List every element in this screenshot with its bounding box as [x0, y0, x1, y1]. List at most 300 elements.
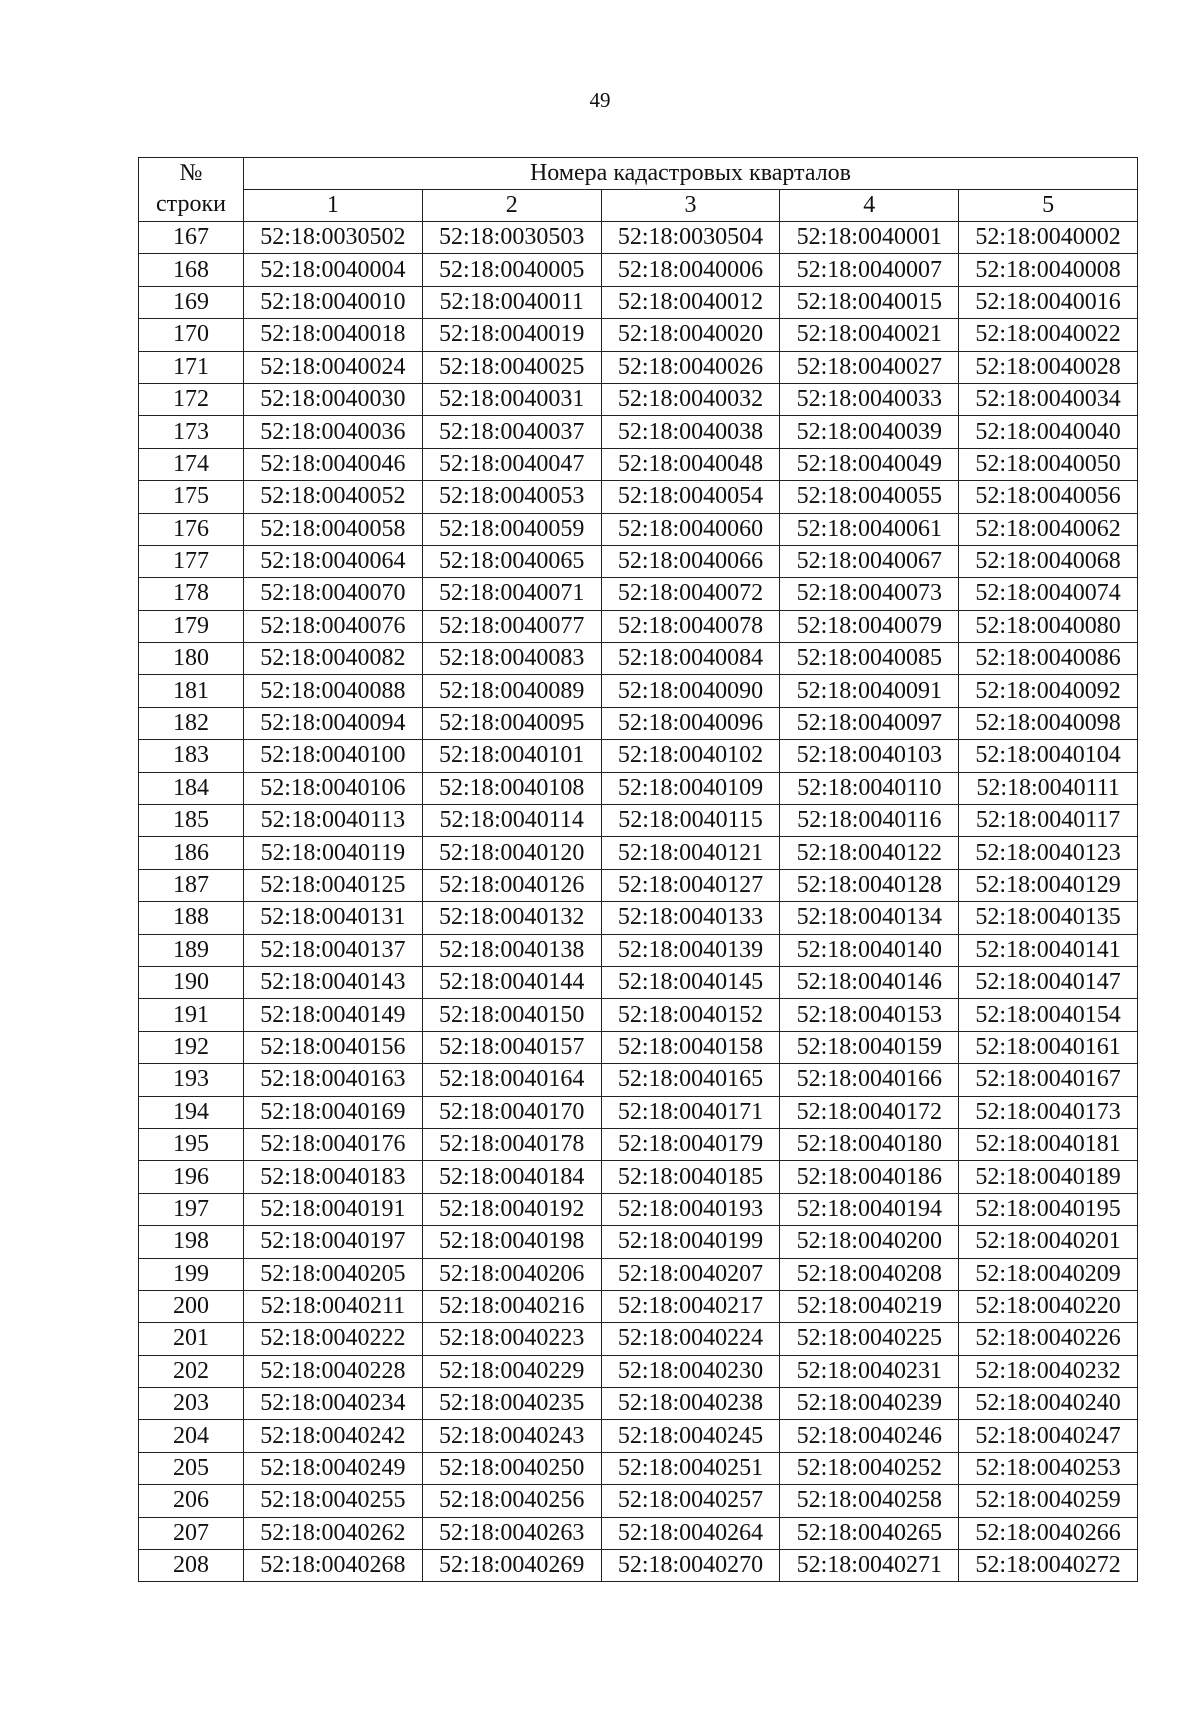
- table-row: [139, 1258, 1138, 1290]
- cadastral-number-cell: 52:18:0040053: [422, 481, 601, 513]
- cadastral-number-cell: 52:18:0040144: [422, 966, 601, 998]
- cadastral-number-cell: 52:18:0040173: [959, 1096, 1138, 1128]
- table-row: [139, 707, 1138, 739]
- cadastral-number-cell: 52:18:0040117: [959, 805, 1138, 837]
- row-number-cell: 183: [139, 740, 244, 772]
- cadastral-number-cell: 52:18:0040109: [601, 772, 780, 804]
- cadastral-number-cell: 52:18:0040037: [422, 416, 601, 448]
- cadastral-number-cell: 52:18:0040085: [780, 643, 959, 675]
- cadastral-number-cell: 52:18:0040198: [422, 1226, 601, 1258]
- cadastral-number-cell: 52:18:0040038: [601, 416, 780, 448]
- cadastral-number-cell: 52:18:0040249: [244, 1452, 423, 1484]
- cadastral-number-cell: 52:18:0040095: [422, 707, 601, 739]
- cadastral-number-cell: 52:18:0040238: [601, 1388, 780, 1420]
- cadastral-number-cell: 52:18:0040064: [244, 545, 423, 577]
- table-row: [139, 1485, 1138, 1517]
- row-number-cell: 205: [139, 1452, 244, 1484]
- cadastral-number-cell: 52:18:0040186: [780, 1161, 959, 1193]
- column-number: 4: [780, 190, 959, 222]
- cadastral-number-cell: 52:18:0040018: [244, 319, 423, 351]
- table-row: [139, 902, 1138, 934]
- row-number-cell: 186: [139, 837, 244, 869]
- cadastral-number-cell: 52:18:0040184: [422, 1161, 601, 1193]
- cadastral-number-cell: 52:18:0040113: [244, 805, 423, 837]
- cadastral-number-cell: 52:18:0040135: [959, 902, 1138, 934]
- cadastral-number-cell: 52:18:0040056: [959, 481, 1138, 513]
- cadastral-number-cell: 52:18:0040065: [422, 545, 601, 577]
- cadastral-number-cell: 52:18:0040066: [601, 545, 780, 577]
- cadastral-number-cell: 52:18:0040197: [244, 1226, 423, 1258]
- cadastral-number-cell: 52:18:0040264: [601, 1517, 780, 1549]
- cadastral-number-cell: 52:18:0040201: [959, 1226, 1138, 1258]
- cadastral-number-cell: 52:18:0040002: [959, 222, 1138, 254]
- cadastral-number-cell: 52:18:0040257: [601, 1485, 780, 1517]
- cadastral-number-cell: 52:18:0040164: [422, 1064, 601, 1096]
- cadastral-number-cell: 52:18:0040206: [422, 1258, 601, 1290]
- cadastral-number-cell: 52:18:0040115: [601, 805, 780, 837]
- cadastral-number-cell: 52:18:0040039: [780, 416, 959, 448]
- cadastral-number-cell: 52:18:0040129: [959, 869, 1138, 901]
- cadastral-number-cell: 52:18:0040012: [601, 286, 780, 318]
- cadastral-number-cell: 52:18:0040033: [780, 383, 959, 415]
- cadastral-number-cell: 52:18:0040108: [422, 772, 601, 804]
- cadastral-number-cell: 52:18:0040222: [244, 1323, 423, 1355]
- cadastral-number-cell: 52:18:0040208: [780, 1258, 959, 1290]
- row-number-cell: 197: [139, 1193, 244, 1225]
- cadastral-number-cell: 52:18:0040092: [959, 675, 1138, 707]
- cadastral-number-cell: 52:18:0040194: [780, 1193, 959, 1225]
- cadastral-number-cell: 52:18:0040008: [959, 254, 1138, 286]
- cadastral-number-cell: 52:18:0040256: [422, 1485, 601, 1517]
- cadastral-number-cell: 52:18:0040226: [959, 1323, 1138, 1355]
- cadastral-number-cell: 52:18:0040258: [780, 1485, 959, 1517]
- cadastral-number-cell: 52:18:0040005: [422, 254, 601, 286]
- cadastral-number-cell: 52:18:0040121: [601, 837, 780, 869]
- cadastral-number-cell: 52:18:0040242: [244, 1420, 423, 1452]
- row-number-cell: 184: [139, 772, 244, 804]
- cadastral-number-cell: 52:18:0040083: [422, 643, 601, 675]
- cadastral-number-cell: 52:18:0040145: [601, 966, 780, 998]
- cadastral-number-cell: 52:18:0040123: [959, 837, 1138, 869]
- cadastral-number-cell: 52:18:0040059: [422, 513, 601, 545]
- row-number-cell: 201: [139, 1323, 244, 1355]
- row-number-cell: 199: [139, 1258, 244, 1290]
- cadastral-number-cell: 52:18:0040102: [601, 740, 780, 772]
- table-row: [139, 1388, 1138, 1420]
- cadastral-number-cell: 52:18:0040167: [959, 1064, 1138, 1096]
- cadastral-number-cell: 52:18:0040078: [601, 610, 780, 642]
- cadastral-number-cell: 52:18:0040019: [422, 319, 601, 351]
- cadastral-number-cell: 52:18:0040199: [601, 1226, 780, 1258]
- cadastral-number-cell: 52:18:0040061: [780, 513, 959, 545]
- cadastral-number-cell: 52:18:0040231: [780, 1355, 959, 1387]
- cadastral-number-cell: 52:18:0040170: [422, 1096, 601, 1128]
- column-number: 1: [244, 190, 423, 222]
- table-body: [139, 222, 1138, 1582]
- cadastral-number-cell: 52:18:0040246: [780, 1420, 959, 1452]
- table-row: [139, 1420, 1138, 1452]
- table-row: [139, 610, 1138, 642]
- cadastral-number-cell: 52:18:0040163: [244, 1064, 423, 1096]
- cadastral-number-cell: 52:18:0040230: [601, 1355, 780, 1387]
- cadastral-number-cell: 52:18:0040052: [244, 481, 423, 513]
- cadastral-number-cell: 52:18:0040015: [780, 286, 959, 318]
- cadastral-number-cell: 52:18:0040133: [601, 902, 780, 934]
- cadastral-number-cell: 52:18:0040073: [780, 578, 959, 610]
- row-number-header: [139, 158, 244, 222]
- cadastral-number-cell: 52:18:0040106: [244, 772, 423, 804]
- row-number-header-line1: №: [179, 160, 203, 186]
- cadastral-number-cell: 52:18:0040111: [959, 772, 1138, 804]
- cadastral-number-cell: 52:18:0040234: [244, 1388, 423, 1420]
- cadastral-number-cell: 52:18:0040250: [422, 1452, 601, 1484]
- row-number-cell: 172: [139, 383, 244, 415]
- cadastral-number-cell: 52:18:0040157: [422, 1031, 601, 1063]
- cadastral-number-cell: 52:18:0040158: [601, 1031, 780, 1063]
- row-number-cell: 188: [139, 902, 244, 934]
- row-number-cell: 202: [139, 1355, 244, 1387]
- cadastral-number-cell: 52:18:0040265: [780, 1517, 959, 1549]
- cadastral-number-cell: 52:18:0040116: [780, 805, 959, 837]
- cadastral-number-cell: 52:18:0040251: [601, 1452, 780, 1484]
- cadastral-number-cell: 52:18:0040025: [422, 351, 601, 383]
- cadastral-number-cell: 52:18:0040071: [422, 578, 601, 610]
- cadastral-number-cell: 52:18:0040103: [780, 740, 959, 772]
- row-number-cell: 171: [139, 351, 244, 383]
- column-number: 3: [601, 190, 780, 222]
- page-number: 49: [589, 88, 611, 112]
- cadastral-number-cell: 52:18:0040028: [959, 351, 1138, 383]
- cadastral-number-cell: 52:18:0040146: [780, 966, 959, 998]
- cadastral-number-cell: 52:18:0040079: [780, 610, 959, 642]
- row-number-cell: 207: [139, 1517, 244, 1549]
- row-number-cell: 196: [139, 1161, 244, 1193]
- cadastral-number-cell: 52:18:0040128: [780, 869, 959, 901]
- cadastral-number-cell: 52:18:0040126: [422, 869, 601, 901]
- row-number-cell: 191: [139, 999, 244, 1031]
- cadastral-number-cell: 52:18:0040122: [780, 837, 959, 869]
- cadastral-number-cell: 52:18:0040225: [780, 1323, 959, 1355]
- cadastral-number-cell: 52:18:0040090: [601, 675, 780, 707]
- cadastral-number-cell: 52:18:0040046: [244, 448, 423, 480]
- cadastral-number-cell: 52:18:0040077: [422, 610, 601, 642]
- cadastral-number-cell: 52:18:0040067: [780, 545, 959, 577]
- cadastral-number-cell: 52:18:0040228: [244, 1355, 423, 1387]
- cadastral-number-cell: 52:18:0040141: [959, 934, 1138, 966]
- column-numbers-row: [139, 190, 1138, 222]
- row-number-cell: 208: [139, 1550, 244, 1582]
- cadastral-number-cell: 52:18:0040152: [601, 999, 780, 1031]
- table-row: [139, 1226, 1138, 1258]
- cadastral-number-cell: 52:18:0040255: [244, 1485, 423, 1517]
- cadastral-number-cell: 52:18:0040034: [959, 383, 1138, 415]
- cadastral-number-cell: 52:18:0040021: [780, 319, 959, 351]
- cadastral-number-cell: 52:18:0040132: [422, 902, 601, 934]
- cadastral-number-cell: 52:18:0040119: [244, 837, 423, 869]
- row-number-cell: 194: [139, 1096, 244, 1128]
- cadastral-number-cell: 52:18:0040220: [959, 1290, 1138, 1322]
- cadastral-number-cell: 52:18:0040084: [601, 643, 780, 675]
- row-number-cell: 182: [139, 707, 244, 739]
- table-row: [139, 1128, 1138, 1160]
- table-row: [139, 513, 1138, 545]
- cadastral-number-cell: 52:18:0040104: [959, 740, 1138, 772]
- row-number-cell: 176: [139, 513, 244, 545]
- table-row: [139, 675, 1138, 707]
- cadastral-number-cell: 52:18:0040010: [244, 286, 423, 318]
- row-number-cell: 193: [139, 1064, 244, 1096]
- cadastral-number-cell: 52:18:0040011: [422, 286, 601, 318]
- table-row: [139, 1193, 1138, 1225]
- row-number-cell: 204: [139, 1420, 244, 1452]
- cadastral-number-cell: 52:18:0040269: [422, 1550, 601, 1582]
- cadastral-number-cell: 52:18:0040091: [780, 675, 959, 707]
- cadastral-number-cell: 52:18:0040072: [601, 578, 780, 610]
- table-row: [139, 481, 1138, 513]
- table-row: [139, 1031, 1138, 1063]
- column-number: 5: [959, 190, 1138, 222]
- table-row: [139, 578, 1138, 610]
- cadastral-number-cell: 52:18:0040245: [601, 1420, 780, 1452]
- row-number-cell: 195: [139, 1128, 244, 1160]
- table-row: [139, 837, 1138, 869]
- table-row: [139, 1064, 1138, 1096]
- cadastral-number-cell: 52:18:0040171: [601, 1096, 780, 1128]
- cadastral-number-cell: 52:18:0040239: [780, 1388, 959, 1420]
- cadastral-number-cell: 52:18:0040110: [780, 772, 959, 804]
- cadastral-number-cell: 52:18:0040047: [422, 448, 601, 480]
- row-number-cell: 180: [139, 643, 244, 675]
- cadastral-number-cell: 52:18:0040031: [422, 383, 601, 415]
- cadastral-number-cell: 52:18:0040253: [959, 1452, 1138, 1484]
- cadastral-number-cell: 52:18:0040179: [601, 1128, 780, 1160]
- row-number-cell: 198: [139, 1226, 244, 1258]
- cadastral-number-cell: 52:18:0040096: [601, 707, 780, 739]
- table-row: [139, 740, 1138, 772]
- cadastral-number-cell: 52:18:0040195: [959, 1193, 1138, 1225]
- table-row: [139, 1290, 1138, 1322]
- row-number-cell: 203: [139, 1388, 244, 1420]
- cadastral-number-cell: 52:18:0040217: [601, 1290, 780, 1322]
- cadastral-number-cell: 52:18:0040082: [244, 643, 423, 675]
- cadastral-number-cell: 52:18:0040193: [601, 1193, 780, 1225]
- table-row: [139, 545, 1138, 577]
- table-row: [139, 1096, 1138, 1128]
- cadastral-number-cell: 52:18:0040192: [422, 1193, 601, 1225]
- row-number-cell: 192: [139, 1031, 244, 1063]
- cadastral-number-cell: 52:18:0040070: [244, 578, 423, 610]
- cadastral-number-cell: 52:18:0040172: [780, 1096, 959, 1128]
- cadastral-number-cell: 52:18:0040216: [422, 1290, 601, 1322]
- cadastral-number-cell: 52:18:0040166: [780, 1064, 959, 1096]
- cadastral-number-cell: 52:18:0040138: [422, 934, 601, 966]
- cadastral-number-cell: 52:18:0040247: [959, 1420, 1138, 1452]
- cadastral-number-cell: 52:18:0040036: [244, 416, 423, 448]
- table-header-row: [139, 158, 1138, 190]
- cadastral-number-cell: 52:18:0040016: [959, 286, 1138, 318]
- cadastral-number-cell: 52:18:0040114: [422, 805, 601, 837]
- cadastral-number-cell: 52:18:0040165: [601, 1064, 780, 1096]
- cadastral-number-cell: 52:18:0040101: [422, 740, 601, 772]
- cadastral-number-cell: 52:18:0040232: [959, 1355, 1138, 1387]
- cadastral-number-cell: 52:18:0030502: [244, 222, 423, 254]
- cadastral-number-cell: 52:18:0040176: [244, 1128, 423, 1160]
- cadastral-number-cell: 52:18:0040263: [422, 1517, 601, 1549]
- cadastral-number-cell: 52:18:0040100: [244, 740, 423, 772]
- cadastral-number-cell: 52:18:0040024: [244, 351, 423, 383]
- cadastral-number-cell: 52:18:0040185: [601, 1161, 780, 1193]
- cadastral-number-cell: 52:18:0040004: [244, 254, 423, 286]
- row-number-cell: 175: [139, 481, 244, 513]
- row-number-cell: 185: [139, 805, 244, 837]
- row-number-cell: 168: [139, 254, 244, 286]
- cadastral-number-cell: 52:18:0040235: [422, 1388, 601, 1420]
- cadastral-number-cell: 52:18:0040223: [422, 1323, 601, 1355]
- cadastral-number-cell: 52:18:0040127: [601, 869, 780, 901]
- cadastral-number-cell: 52:18:0040189: [959, 1161, 1138, 1193]
- cadastral-number-cell: 52:18:0040134: [780, 902, 959, 934]
- cadastral-number-cell: 52:18:0040001: [780, 222, 959, 254]
- cadastral-number-cell: 52:18:0040156: [244, 1031, 423, 1063]
- row-number-cell: 181: [139, 675, 244, 707]
- cadastral-number-cell: 52:18:0040270: [601, 1550, 780, 1582]
- table-row: [139, 383, 1138, 415]
- cadastral-number-cell: 52:18:0040219: [780, 1290, 959, 1322]
- row-number-cell: 178: [139, 578, 244, 610]
- cadastral-number-cell: 52:18:0040089: [422, 675, 601, 707]
- row-number-cell: 177: [139, 545, 244, 577]
- cadastral-number-cell: 52:18:0040062: [959, 513, 1138, 545]
- table-row: [139, 286, 1138, 318]
- row-number-cell: 173: [139, 416, 244, 448]
- table-row: [139, 772, 1138, 804]
- cadastral-number-cell: 52:18:0040272: [959, 1550, 1138, 1582]
- table-row: [139, 416, 1138, 448]
- cadastral-number-cell: 52:18:0040022: [959, 319, 1138, 351]
- table-row: [139, 351, 1138, 383]
- row-number-cell: 167: [139, 222, 244, 254]
- cadastral-number-cell: 52:18:0040060: [601, 513, 780, 545]
- cadastral-number-cell: 52:18:0040139: [601, 934, 780, 966]
- cadastral-number-cell: 52:18:0040252: [780, 1452, 959, 1484]
- cadastral-number-cell: 52:18:0040140: [780, 934, 959, 966]
- column-number: 2: [422, 190, 601, 222]
- row-number-cell: 174: [139, 448, 244, 480]
- cadastral-number-cell: 52:18:0040207: [601, 1258, 780, 1290]
- table-row: [139, 934, 1138, 966]
- cadastral-number-cell: 52:18:0040026: [601, 351, 780, 383]
- row-number-cell: 189: [139, 934, 244, 966]
- group-header: Номера кадастровых кварталов: [244, 158, 1138, 190]
- table-row: [139, 448, 1138, 480]
- cadastral-number-cell: 52:18:0040268: [244, 1550, 423, 1582]
- cadastral-number-cell: 52:18:0040137: [244, 934, 423, 966]
- cadastral-number-cell: 52:18:0040149: [244, 999, 423, 1031]
- cadastral-number-cell: 52:18:0040094: [244, 707, 423, 739]
- table-row: [139, 643, 1138, 675]
- cadastral-number-cell: 52:18:0040048: [601, 448, 780, 480]
- cadastral-number-cell: 52:18:0040271: [780, 1550, 959, 1582]
- cadastral-number-cell: 52:18:0040154: [959, 999, 1138, 1031]
- cadastral-number-cell: 52:18:0040120: [422, 837, 601, 869]
- row-number-cell: 187: [139, 869, 244, 901]
- table-row: [139, 1323, 1138, 1355]
- cadastral-number-cell: 52:18:0040076: [244, 610, 423, 642]
- row-number-cell: 206: [139, 1485, 244, 1517]
- cadastral-number-cell: 52:18:0040088: [244, 675, 423, 707]
- cadastral-number-cell: 52:18:0040262: [244, 1517, 423, 1549]
- cadastral-number-cell: 52:18:0040159: [780, 1031, 959, 1063]
- cadastral-number-cell: 52:18:0040178: [422, 1128, 601, 1160]
- cadastral-number-cell: 52:18:0040209: [959, 1258, 1138, 1290]
- cadastral-number-cell: 52:18:0040169: [244, 1096, 423, 1128]
- table-row: [139, 1517, 1138, 1549]
- table-row: [139, 869, 1138, 901]
- cadastral-number-cell: 52:18:0040080: [959, 610, 1138, 642]
- cadastral-number-cell: 52:18:0040030: [244, 383, 423, 415]
- table-row: [139, 966, 1138, 998]
- cadastral-number-cell: 52:18:0040040: [959, 416, 1138, 448]
- cadastral-number-cell: 52:18:0040143: [244, 966, 423, 998]
- cadastral-number-cell: 52:18:0040098: [959, 707, 1138, 739]
- cadastral-number-cell: 52:18:0040161: [959, 1031, 1138, 1063]
- cadastral-number-cell: 52:18:0040240: [959, 1388, 1138, 1420]
- cadastral-number-cell: 52:18:0040153: [780, 999, 959, 1031]
- table-row: [139, 1452, 1138, 1484]
- table-row: [139, 1161, 1138, 1193]
- row-number-cell: 179: [139, 610, 244, 642]
- table-row: [139, 1550, 1138, 1582]
- cadastral-number-cell: 52:18:0040068: [959, 545, 1138, 577]
- cadastral-number-cell: 52:18:0040243: [422, 1420, 601, 1452]
- cadastral-number-cell: 52:18:0040229: [422, 1355, 601, 1387]
- cadastral-number-cell: 52:18:0040049: [780, 448, 959, 480]
- table-row: [139, 254, 1138, 286]
- table-row: [139, 319, 1138, 351]
- cadastral-number-cell: 52:18:0040224: [601, 1323, 780, 1355]
- row-number-cell: 190: [139, 966, 244, 998]
- cadastral-number-cell: 52:18:0030503: [422, 222, 601, 254]
- cadastral-number-cell: 52:18:0040020: [601, 319, 780, 351]
- cadastral-number-cell: 52:18:0040131: [244, 902, 423, 934]
- table-row: [139, 222, 1138, 254]
- cadastral-number-cell: 52:18:0040181: [959, 1128, 1138, 1160]
- cadastral-number-cell: 52:18:0040027: [780, 351, 959, 383]
- cadastral-number-cell: 52:18:0040180: [780, 1128, 959, 1160]
- cadastral-number-cell: 52:18:0040007: [780, 254, 959, 286]
- row-number-cell: 170: [139, 319, 244, 351]
- cadastral-number-cell: 52:18:0040200: [780, 1226, 959, 1258]
- cadastral-number-cell: 52:18:0040150: [422, 999, 601, 1031]
- table-row: [139, 999, 1138, 1031]
- cadastral-number-cell: 52:18:0040205: [244, 1258, 423, 1290]
- cadastral-number-cell: 52:18:0040032: [601, 383, 780, 415]
- cadastral-number-cell: 52:18:0040097: [780, 707, 959, 739]
- cadastral-number-cell: 52:18:0040183: [244, 1161, 423, 1193]
- cadastral-number-cell: 52:18:0040259: [959, 1485, 1138, 1517]
- row-number-cell: 200: [139, 1290, 244, 1322]
- cadastral-number-cell: 52:18:0040050: [959, 448, 1138, 480]
- cadastral-number-cell: 52:18:0040006: [601, 254, 780, 286]
- cadastral-number-cell: 52:18:0040266: [959, 1517, 1138, 1549]
- cadastral-number-cell: 52:18:0040054: [601, 481, 780, 513]
- cadastral-number-cell: 52:18:0040086: [959, 643, 1138, 675]
- cadastral-number-cell: 52:18:0040211: [244, 1290, 423, 1322]
- cadastral-number-cell: 52:18:0040058: [244, 513, 423, 545]
- cadastral-number-cell: 52:18:0030504: [601, 222, 780, 254]
- row-number-header-line2: строки: [156, 191, 226, 217]
- table-row: [139, 805, 1138, 837]
